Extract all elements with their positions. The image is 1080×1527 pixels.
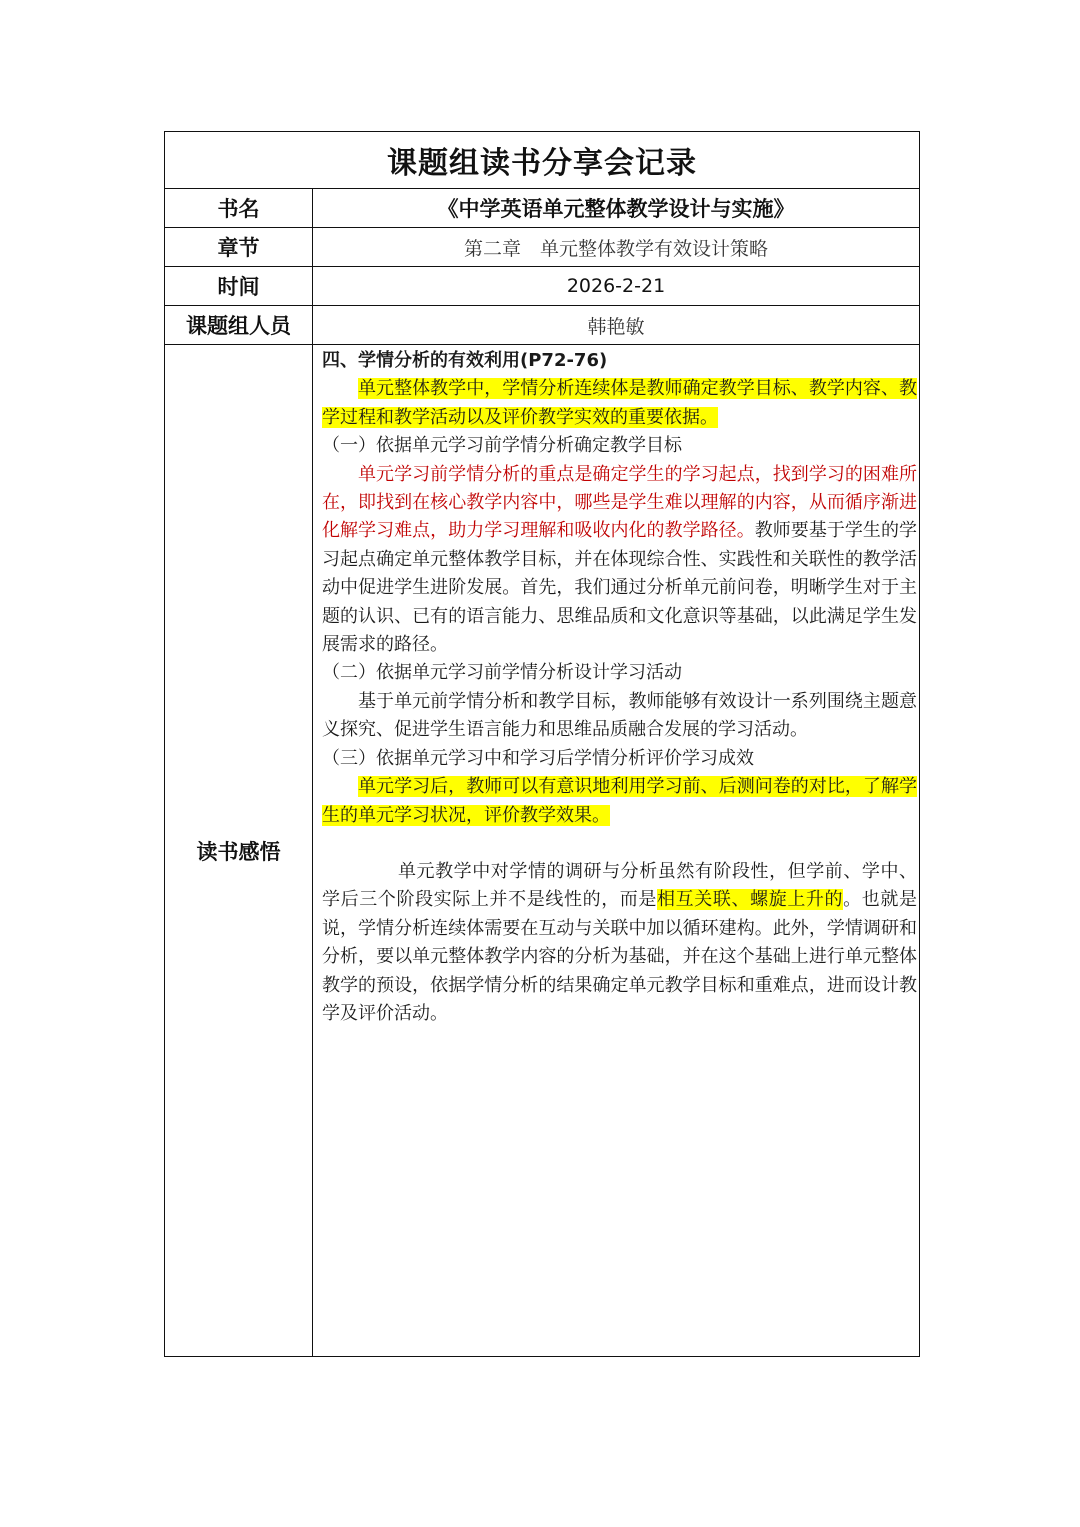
section-heading: 四、学情分析的有效利用(P72-76) [322,350,608,371]
paragraph-text: 。也就是说，学情分析连续体需要在互动与关联中加以循环建构。此外，学情调研和分析，要以单元整体教学内容的分析为基础，并在这个基础上进行单元整体教学的预设，依据学情分析的结果确定单元教学目标和重难点，进而设计教学及评价活动。 [322,889,918,1024]
paragraph-4 [322,773,917,830]
reading-record-table [164,131,920,1357]
paragraph-5 [322,858,917,1028]
notes-label: 读书感悟 [165,345,313,1357]
red-emphasis-text: 单元学习前学情分析的重点是确定学生的学习起点，找到学习的困难所在，即找到在核心教学内容中，哪些是学生难以理解的内容，从而循序渐进化解学习难点，助力学习理解和吸收内化的教学路径。 [322,463,917,542]
notes-content [313,345,919,1028]
paragraph-text: 单元教学中对学情的调研与分析虽然有阶段性，但学前、学中、学后三个阶段实际上并不是线性的，而是 [322,860,917,911]
notes-row [165,345,920,1357]
chapter-row [165,228,920,267]
paragraph-2 [322,461,917,660]
members-row [165,306,920,345]
highlight-text: 单元学习后，教师可以有意识地利用学习前、后测问卷的对比，了解学生的单元学习状况，评价教学效果。 [322,776,917,826]
book-row [165,189,920,228]
subheading-3: （三）依据单元学习中和学习后学情分析评价学习成效 [322,747,754,769]
book-value: 《中学英语单元整体教学设计与实施》 [313,189,920,228]
members-value: 韩艳敏 [313,306,920,345]
paragraph-3: 基于单元前学情分析和教学目标，教师能够有效设计一系列围绕主题意义探究、促进学生语言能力和思维品质融合发展的学习活动。 [322,690,917,741]
members-label: 课题组人员 [165,306,313,345]
highlight-text: 相互关联、螺旋上升的 [657,889,844,911]
page-title: 课题组读书分享会记录 [165,132,920,189]
highlight-text: 单元整体教学中，学情分析连续体是教师确定教学目标、教学内容、教学过程和教学活动以及评价教学实效的重要依据。 [322,378,917,428]
book-label: 书名 [165,189,313,228]
chapter-label: 章节 [165,228,313,267]
subheading-2: （二）依据单元学习前学情分析设计学习活动 [322,662,682,684]
paragraph-text: 教师要基于学生的学习起点确定单元整体教学目标，并在体现综合性、实践性和关联性的教学活动中促进学生进阶发展。首先，我们通过分析单元前问卷，明晰学生对于主题的认识、已有的语言能力、思维品质和文化意识等基础，以此满足学生发展需求的路径。 [322,520,917,656]
date-label: 时间 [165,267,313,306]
date-value: 2026-2-21 [313,267,920,306]
paragraph-1 [322,375,917,432]
notes-cell [313,345,920,1357]
date-row [165,267,920,306]
chapter-value: 第二章 单元整体教学有效设计策略 [313,228,920,267]
subheading-1: （一）依据单元学习前学情分析确定教学目标 [322,435,682,457]
spacer [322,830,917,858]
